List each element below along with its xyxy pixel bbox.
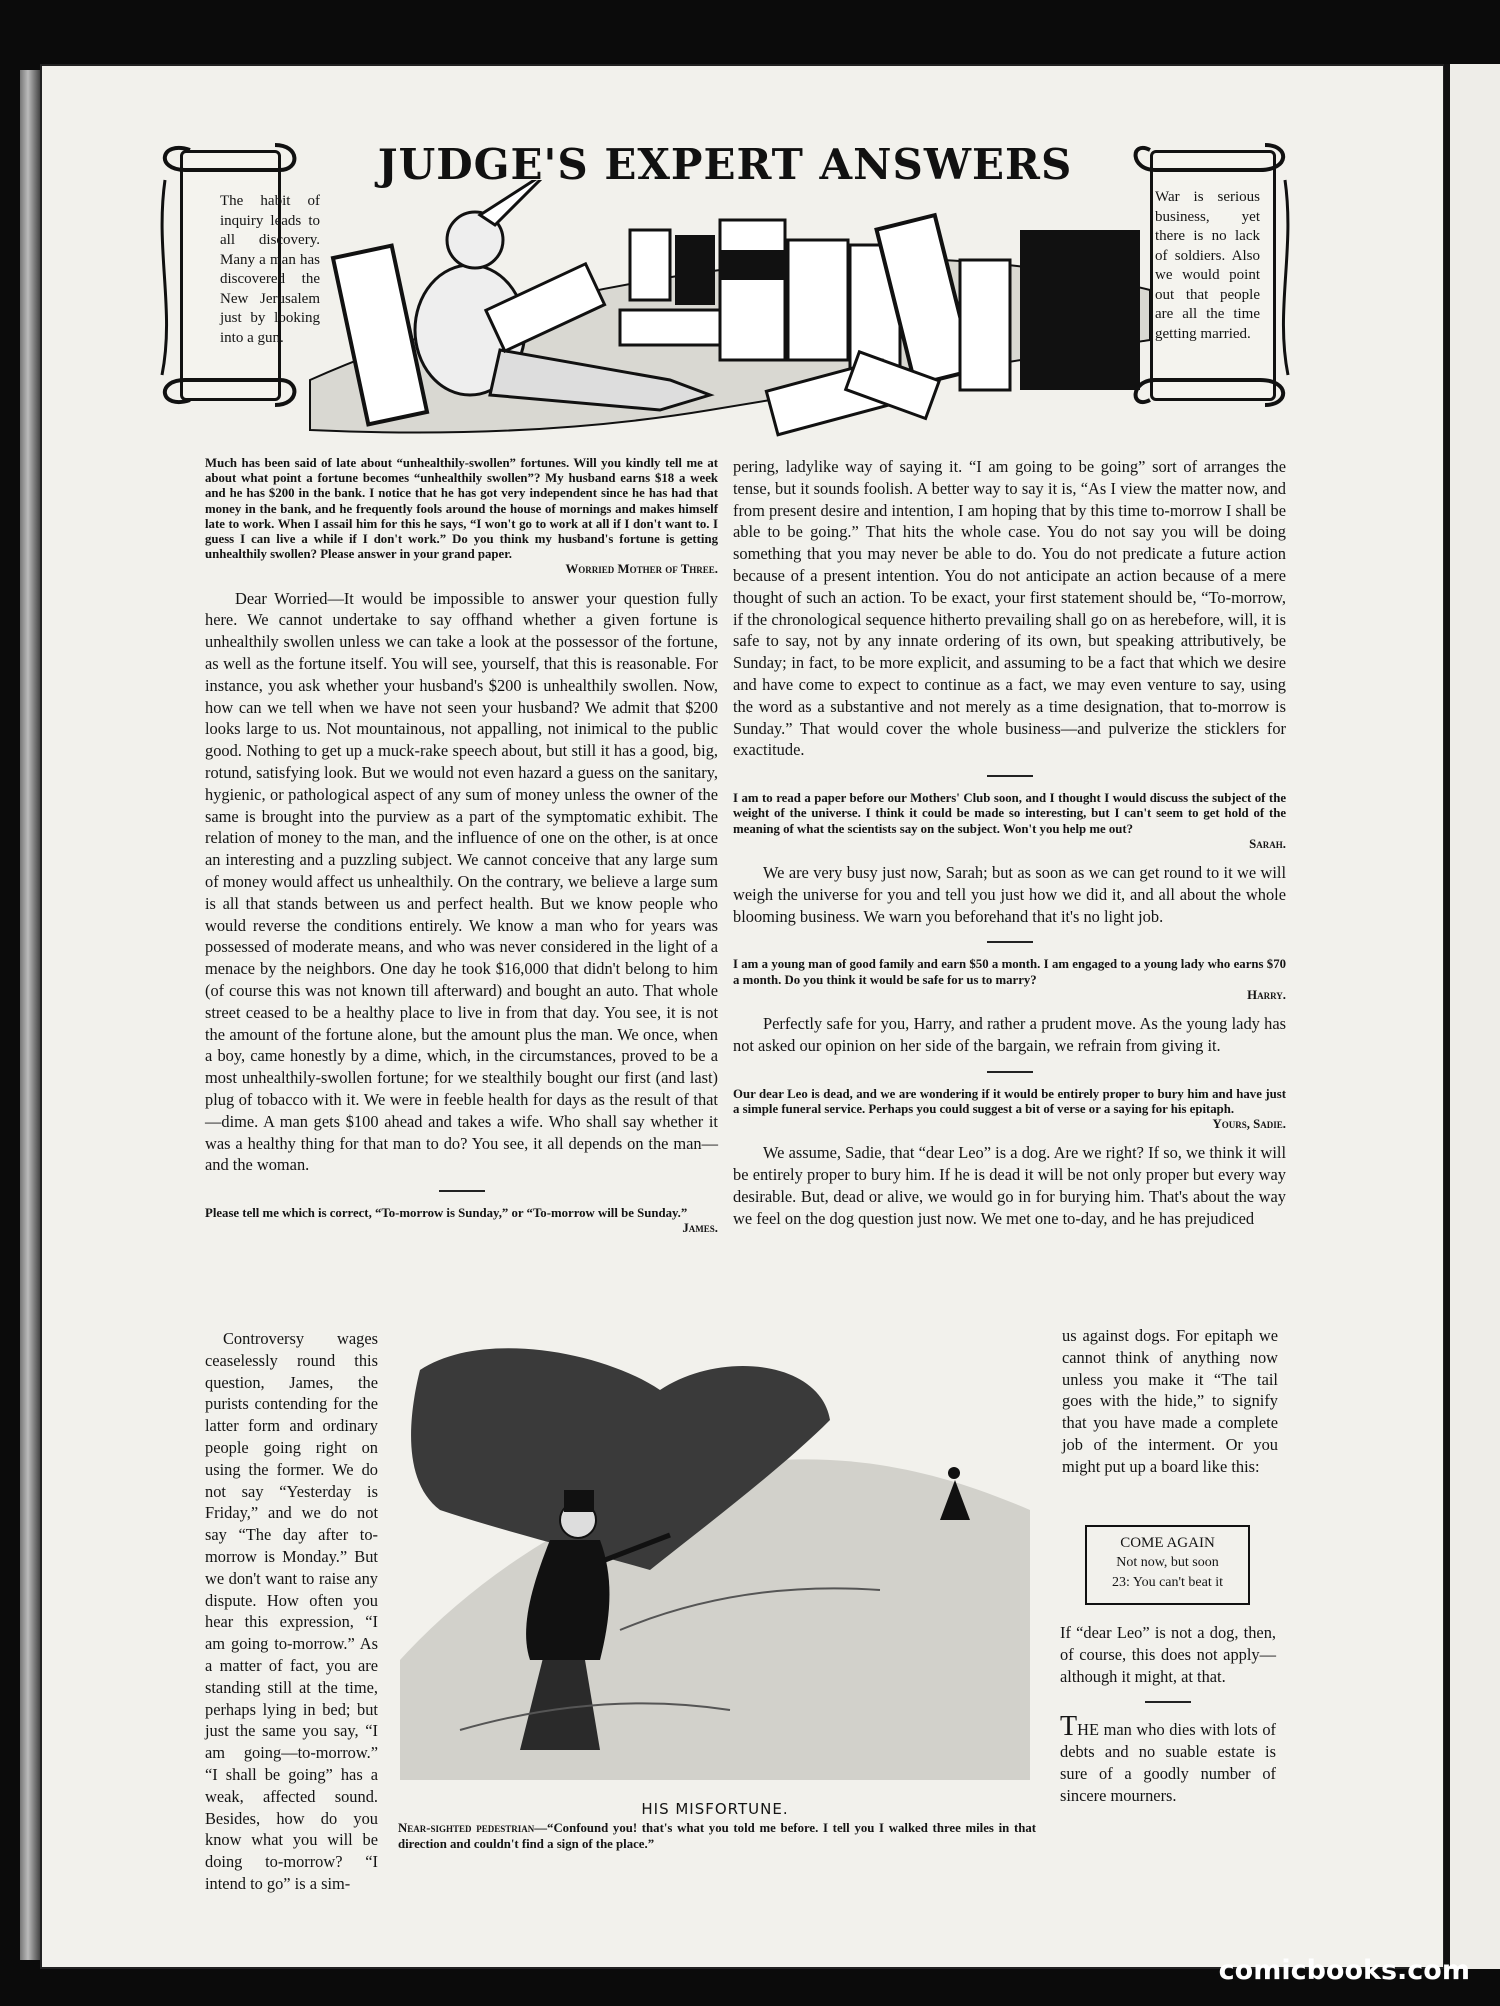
board-line: COME AGAIN (1120, 1535, 1215, 1551)
caption-text: —“Confound you! that's what you told me before. I tell you I walked three miles in that direction and couldn't find a sign of the place.” (398, 1821, 1037, 1851)
section-divider (439, 1190, 485, 1192)
question-text: Much has been said of late about “unhealthily-swollen” fortunes. Will you kindly tell me at about what point a fortune becomes “unhealthily swollen”? My husband earns $18 a week and he has $200 in the bank. I notice that he has got very independent since he has had that money in the bank, and he frequently fools around the house of mornings and makes himself late to work. When I assail him for this he says, “I won't go to work at all if I don't want to. I guess I can live a while if I don't work.” Do you think my husband's fortune is getting unhealthily swollen? Please answer in your grand paper. (205, 456, 718, 562)
board-line: Not now, but soon (1116, 1555, 1219, 1570)
question-james (205, 1206, 718, 1236)
epitaph-board (1085, 1525, 1250, 1605)
filler-paragraph (1060, 1711, 1276, 1806)
board-line: 23: You can't beat it (1111, 1575, 1223, 1590)
adjacent-page-edge (1450, 64, 1500, 1969)
section-divider (1145, 1701, 1191, 1703)
question-signature: Harry. (1247, 987, 1286, 1002)
section-divider (987, 1071, 1033, 1073)
his-misfortune-illustration (400, 1330, 1030, 1780)
answer-sadie-end (1060, 1622, 1276, 1807)
question-sadie (733, 1087, 1286, 1133)
page-title: JUDGE'S EXPERT ANSWERS (377, 140, 1073, 189)
question-text: I am to read a paper before our Mothers' Club soon, and I thought I would discuss the subject of the weight of the universe. I think it could be made so interesting, but I can't seem to get hold of the meaning of what the scientists say on the subject. Won't you help me out? (733, 791, 1286, 836)
answer-text: us against dogs. For epitaph we cannot think of anything now unless you make it “The tail goes with the hide,” to signify that you have made a complete job of the interment. Or you might put up a board like this: (1062, 1326, 1278, 1476)
illustration-caption (398, 1820, 1036, 1852)
question-text: Please tell me which is correct, “To-morrow is Sunday,” or “To-morrow will be Sunday.” (205, 1206, 688, 1221)
question-text: Our dear Leo is dead, and we are wondering if it would be entirely proper to bury him and have just a simple funeral service. Perhaps you could suggest a bit of verse or a saying for his epitaph. (733, 1086, 1286, 1116)
answer-sadie: We assume, Sadie, that “dear Leo” is a dog. Are we right? If so, we think it will be entirely proper to bury him. If he is dead it will be not only proper but every way desirable. But, dead or alive, we would go in for burying him. That's about the way we feel on the dog question just now. We met one to-day, and he has prejudiced (733, 1143, 1286, 1228)
question-signature: Yours, Sadie. (1212, 1116, 1286, 1131)
question-worried-mother (205, 456, 718, 578)
answer-worried-mother: Dear Worried—It would be impossible to answer your question fully here. We cannot undertake to say offhand whether a given fortune is unhealthily swollen unless we can take a look at the possessor of the fortune, as well as the fortune itself. You will see, yourself, that this is reasonable. For instance, you ask whether your husband's $200 is unhealthily swollen. Now, how can we tell when we have not seen your husband? We admit that $200 looks large to us. Not mountainous, not appalling, not inimical to the public good. Nothing to get up a muck-rake speech about, but still it has a good, big, rotund, satisfying look. But we would not even hazard a guess on the sanitary, hygienic, or pathological aspect of any sum of money unless the owner of the same is brought into the purview as a part of the symptomatic exhibit. The relation of money to the man, and the influence of one on the other, is at once an interesting and a puzzling subject. We cannot conceive that any large sum of money would affect us unhealthily. On the contrary, we believe a large sum is all that stands between us and perfect health. But we know people who would reverse the conditions entirely. We know a man who for years was possessed of moderate means, and who was never considered in the light of a menace by the neighbors. One day he took $16,000 that didn't belong to him (of course this was not known till afterward) and bought an auto. That whole street ceased to be a healthy place to live in from that day. You see, it is not the amount of the fortune alone, but the amount plus the man. We once, when a boy, came honestly by a dime, which, in the circumstances, proved to be a most unhealthily-swollen fortune; for we stealthily bought our first (and last) plug of tobacco with it. We were in feeble health for days as the result of that—dime. A man gets $100 ahead and takes a wife. Who shall say whether it was a healthy thing for that man to do? You see, it all depends on the man—and the woman. (205, 588, 718, 1175)
question-signature: James. (682, 1221, 718, 1236)
watermark: comicbooks.com (1218, 1955, 1470, 1986)
answer-text: Controversy wages ceaselessly round this question, James, the purists contending for the latter form and ordinary people going right on using the former. We do not say “Yesterday is Friday,” and we do not say “The day after to-morrow is Monday.” But we don't want to raise any dispute. How often you hear this expression, “I am going to-morrow.” As a matter of fact, you are standing still at the time, perhaps lying in bed; but just the same you say, “I am going—to-morrow.” “I shall be going” has a weak, affected sound. Besides, how do you know what you will be doing to-morrow? “I intend to go” is a sim- (205, 1329, 378, 1893)
answer-james-narrow (205, 1328, 378, 1895)
header-banner (150, 100, 1300, 460)
right-scroll-text: War is serious business, yet there is no lack of soldiers. Also we would point out that people are all the time getting married. (1155, 189, 1260, 342)
question-sarah (733, 791, 1286, 852)
answer-sarah: We are very busy just now, Sarah; but as soon as we can get round to it we will weigh the universe for you and tell you just how we did it, and all about the whole blooming business. We warn you beforehand that it's no light job. (733, 862, 1286, 926)
left-scroll-text: The habit of inquiry leads to all discovery. Many a man has discovered the New Jerusalem just by looking into a gun. (220, 193, 320, 346)
answer-text: If “dear Leo” is not a dog, then, of course, this does not apply—although it might, at that. (1060, 1623, 1276, 1686)
filler-text: HE man who dies with lots of debts and no suable estate is sure of a goodly number of sincere mourners. (1060, 1720, 1276, 1805)
section-divider (987, 775, 1033, 777)
question-harry (733, 957, 1286, 1003)
right-column (733, 456, 1286, 1229)
answer-harry: Perfectly safe for you, Harry, and rather a prudent move. As the young lady has not asked our opinion on her side of the bargain, we refrain from giving it. (733, 1013, 1286, 1055)
section-divider (987, 941, 1033, 943)
question-text: I am a young man of good family and earn $50 a month. I am engaged to a young lady who earns $70 a month. Do you think it would be safe for us to marry? (733, 957, 1286, 987)
illustration-title: HIS MISFORTUNE. (641, 1800, 789, 1818)
answer-james-continued: pering, ladylike way of saying it. “I am going to be going” sort of arranges the tense, but it sounds foolish. A better way to say it is, “As I view the matter now, and from present desire and intention, I am hoping that by this time to-morrow I shall be able to be going.” That hits the whole case. You do not say you will be doing something that you may never be able to do. You do not predicate a future action because of a present intention. You do not anticipate an action because of a mere thought of such an action. To be exact, your first statement should be, “To-morrow, if the chronological sequence hitherto prevailing shall go on as herebefore, will, it is safe to say, not by any innate ordering of its own, but speaking attributively, be Sunday; in fact, to be more explicit, and assuming to be a fact that which we desire and have come to expect to continue as a fact, we may even venture to say, using the word as a substantive and not merely as a time designation, that to-morrow is Sunday.” That would cover the whole business—and pulverize the sticklers for exactitude. (733, 457, 1286, 760)
answer-sadie-narrow (1062, 1325, 1278, 1478)
question-signature: Sarah. (1249, 836, 1286, 851)
drop-cap: T (1060, 1711, 1078, 1743)
left-column (205, 456, 718, 1247)
question-signature: Worried Mother of Three. (565, 562, 718, 577)
binding-edge (20, 70, 40, 1960)
clown-reading-illustration (290, 180, 1160, 460)
caption-speaker: Near-sighted pedestrian (398, 1821, 535, 1835)
